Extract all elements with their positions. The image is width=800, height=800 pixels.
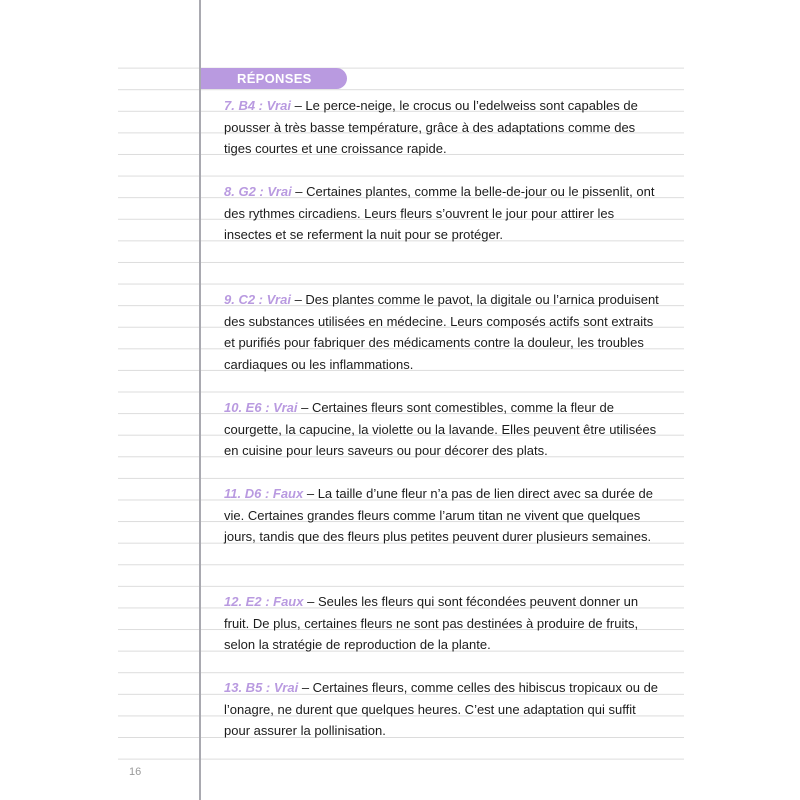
answer-label: 10. E6 : Vrai: [224, 400, 298, 415]
answer-item: [224, 95, 664, 160]
left-margin-area: [0, 0, 118, 800]
right-margin-area: [684, 0, 800, 800]
answer-text: – Des plantes comme le pavot, la digitale ou l’arnica produisent des substances utilisées en médecine. Leurs composés actifs sont extraits et purifiés pour fabriquer des médicaments contre la douleur, les troubles cardiaques ou les inflammations.: [224, 292, 659, 372]
answer-text: – Certaines plantes, comme la belle-de-jour ou le pissenlit, ont des rythmes circadiens. Leurs fleurs s’ouvrent le jour pour attirer les insectes et se referment la nuit pour se protéger.: [224, 184, 655, 243]
answer-item: [224, 591, 664, 656]
answer-item: [224, 289, 664, 375]
answer-text: – Certaines fleurs sont comestibles, comme la fleur de courgette, la capucine, la violette ou la lavande. Elles peuvent être utilisées en cuisine pour leurs saveurs ou pour décorer des plats.: [224, 400, 657, 459]
answer-text: – Seules les fleurs qui sont fécondées peuvent donner un fruit. De plus, certaines fleurs ne sont pas destinées à produire de fruits, selon la stratégie de reproduction de la plante.: [224, 594, 639, 653]
answer-label: 7. B4 : Vrai: [224, 98, 291, 113]
answer-text: – La taille d’une fleur n’a pas de lien direct avec sa durée de vie. Certaines grandes fleurs comme l’arum titan ne vivent que quelques jours, tandis que des fleurs plus petites peuvent durer plusieurs semaines.: [224, 486, 654, 545]
answer-label: 11. D6 : Faux: [224, 486, 304, 501]
bottom-margin-area: [0, 776, 800, 800]
answer-item: [224, 181, 664, 246]
answer-item: [224, 397, 664, 462]
answer-label: 9. C2 : Vrai: [224, 292, 291, 307]
top-margin-area: [0, 0, 800, 66]
answer-label: 8. G2 : Vrai: [224, 184, 292, 199]
answer-text: – Le perce-neige, le crocus ou l’edelweiss sont capables de pousser à très basse température, grâce à des adaptations comme des tiges courtes et une croissance rapide.: [224, 98, 638, 157]
page-number: 16: [129, 766, 142, 778]
margin-rule: [199, 0, 201, 800]
section-title: RÉPONSES: [237, 71, 312, 86]
answer-label: 12. E2 : Faux: [224, 594, 304, 609]
answer-text: – Certaines fleurs, comme celles des hibiscus tropicaux ou de l’onagre, ne durent que quelques heures. C’est une adaptation qui suffit pour assurer la pollinisation.: [224, 680, 659, 739]
answer-label: 13. B5 : Vrai: [224, 680, 299, 695]
section-header: [201, 68, 347, 89]
answer-item: [224, 677, 664, 742]
answer-item: [224, 483, 664, 548]
